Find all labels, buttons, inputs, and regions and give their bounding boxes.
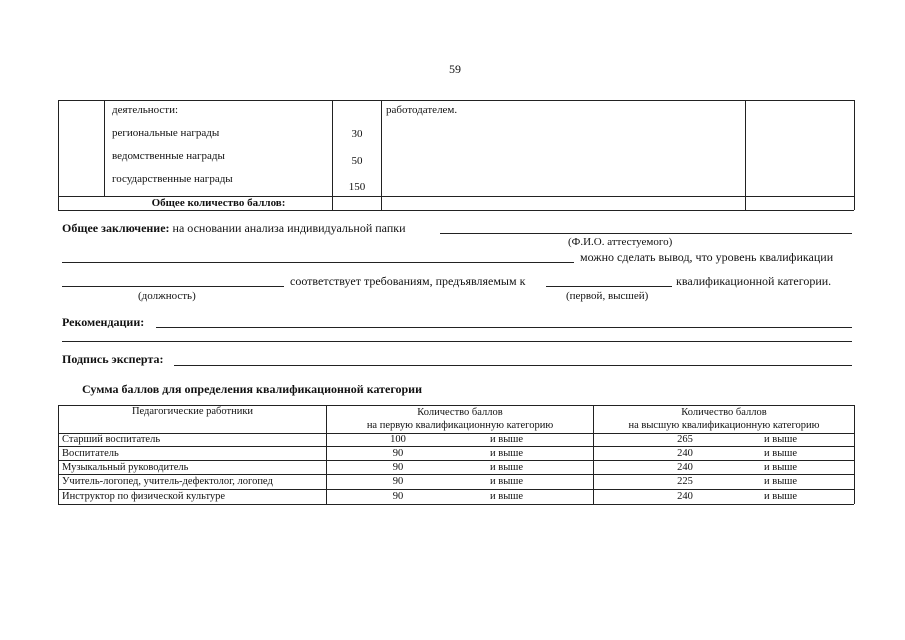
total-score-label: Общее количество баллов: [151, 197, 286, 209]
table-row-name: Музыкальный руководитель [62, 462, 189, 473]
fio-caption: (Ф.И.О. аттестуемого) [568, 236, 673, 248]
table-row-name: Старший воспитатель [62, 434, 161, 445]
page-number: 59 [449, 62, 461, 76]
table-row-first-suffix: и выше [490, 462, 524, 473]
recommendations-field[interactable] [156, 327, 852, 328]
fio-continuation-field[interactable] [62, 262, 574, 263]
award-departmental-points: 50 [351, 155, 363, 167]
table-row-first-suffix: и выше [490, 434, 524, 445]
table-row-highest: 240 [677, 491, 693, 502]
table-row-first: 90 [392, 462, 404, 473]
employer-note: работодателем. [386, 104, 458, 116]
header-highest-line1: Количество баллов [681, 407, 767, 418]
table-row-highest-suffix: и выше [764, 462, 798, 473]
category-field[interactable] [546, 286, 672, 287]
conclusion-text-1: на основании анализа индивидуальной папки [172, 221, 406, 235]
award-state-label: государственные награды [112, 173, 233, 185]
table-row-first: 100 [390, 434, 406, 445]
table-row-first: 90 [392, 491, 404, 502]
table-row-highest-suffix: и выше [764, 491, 798, 502]
conclusion-text-2: можно сделать вывод, что уровень квалификации [580, 250, 834, 264]
recommendations-field-2[interactable] [62, 341, 852, 342]
award-state-points: 150 [348, 181, 366, 193]
header-highest-line2: на высшую квалификационную категорию [628, 420, 820, 431]
signature-field[interactable] [174, 365, 852, 366]
header-first-line1: Количество баллов [417, 407, 503, 418]
category-caption: (первой, высшей) [566, 290, 649, 302]
table-row-highest: 240 [677, 448, 693, 459]
table-row-name: Учитель-логопед, учитель-дефектолог, логопед [62, 476, 273, 487]
award-regional-label: региональные награды [112, 127, 220, 139]
signature-label: Подпись эксперта: [62, 352, 164, 366]
table-row-highest-suffix: и выше [764, 476, 798, 487]
table-row-highest-suffix: и выше [764, 434, 798, 445]
table-row-highest: 240 [677, 462, 693, 473]
activity-header: деятельности: [112, 104, 179, 116]
position-field[interactable] [62, 286, 284, 287]
table-row-first: 90 [392, 448, 404, 459]
conclusion-label: Общее заключение: [62, 221, 170, 235]
table-row-highest: 265 [677, 434, 693, 445]
conclusion-text-4: квалификационной категории. [676, 274, 832, 288]
table-row-first-suffix: и выше [490, 476, 524, 487]
table-row-first: 90 [392, 476, 404, 487]
table-row-name: Инструктор по физической культуре [62, 491, 226, 502]
conclusion-text-3: соответствует требованиям, предъявляемым к [290, 274, 526, 288]
table-row-highest: 225 [677, 476, 693, 487]
table-row-first-suffix: и выше [490, 491, 524, 502]
position-caption: (должность) [138, 290, 196, 302]
table-row-first-suffix: и выше [490, 448, 524, 459]
award-regional-points: 30 [351, 128, 363, 140]
header-workers: Педагогические работники [131, 406, 254, 417]
table-row-name: Воспитатель [62, 448, 119, 459]
award-departmental-label: ведомственные награды [112, 150, 225, 162]
fio-field[interactable] [440, 233, 852, 234]
table-row-highest-suffix: и выше [764, 448, 798, 459]
recommendations-label: Рекомендации: [62, 315, 145, 329]
header-first-line2: на первую квалификационную категорию [366, 420, 554, 431]
score-section-title: Сумма баллов для определения квалификационной категории [82, 382, 423, 396]
